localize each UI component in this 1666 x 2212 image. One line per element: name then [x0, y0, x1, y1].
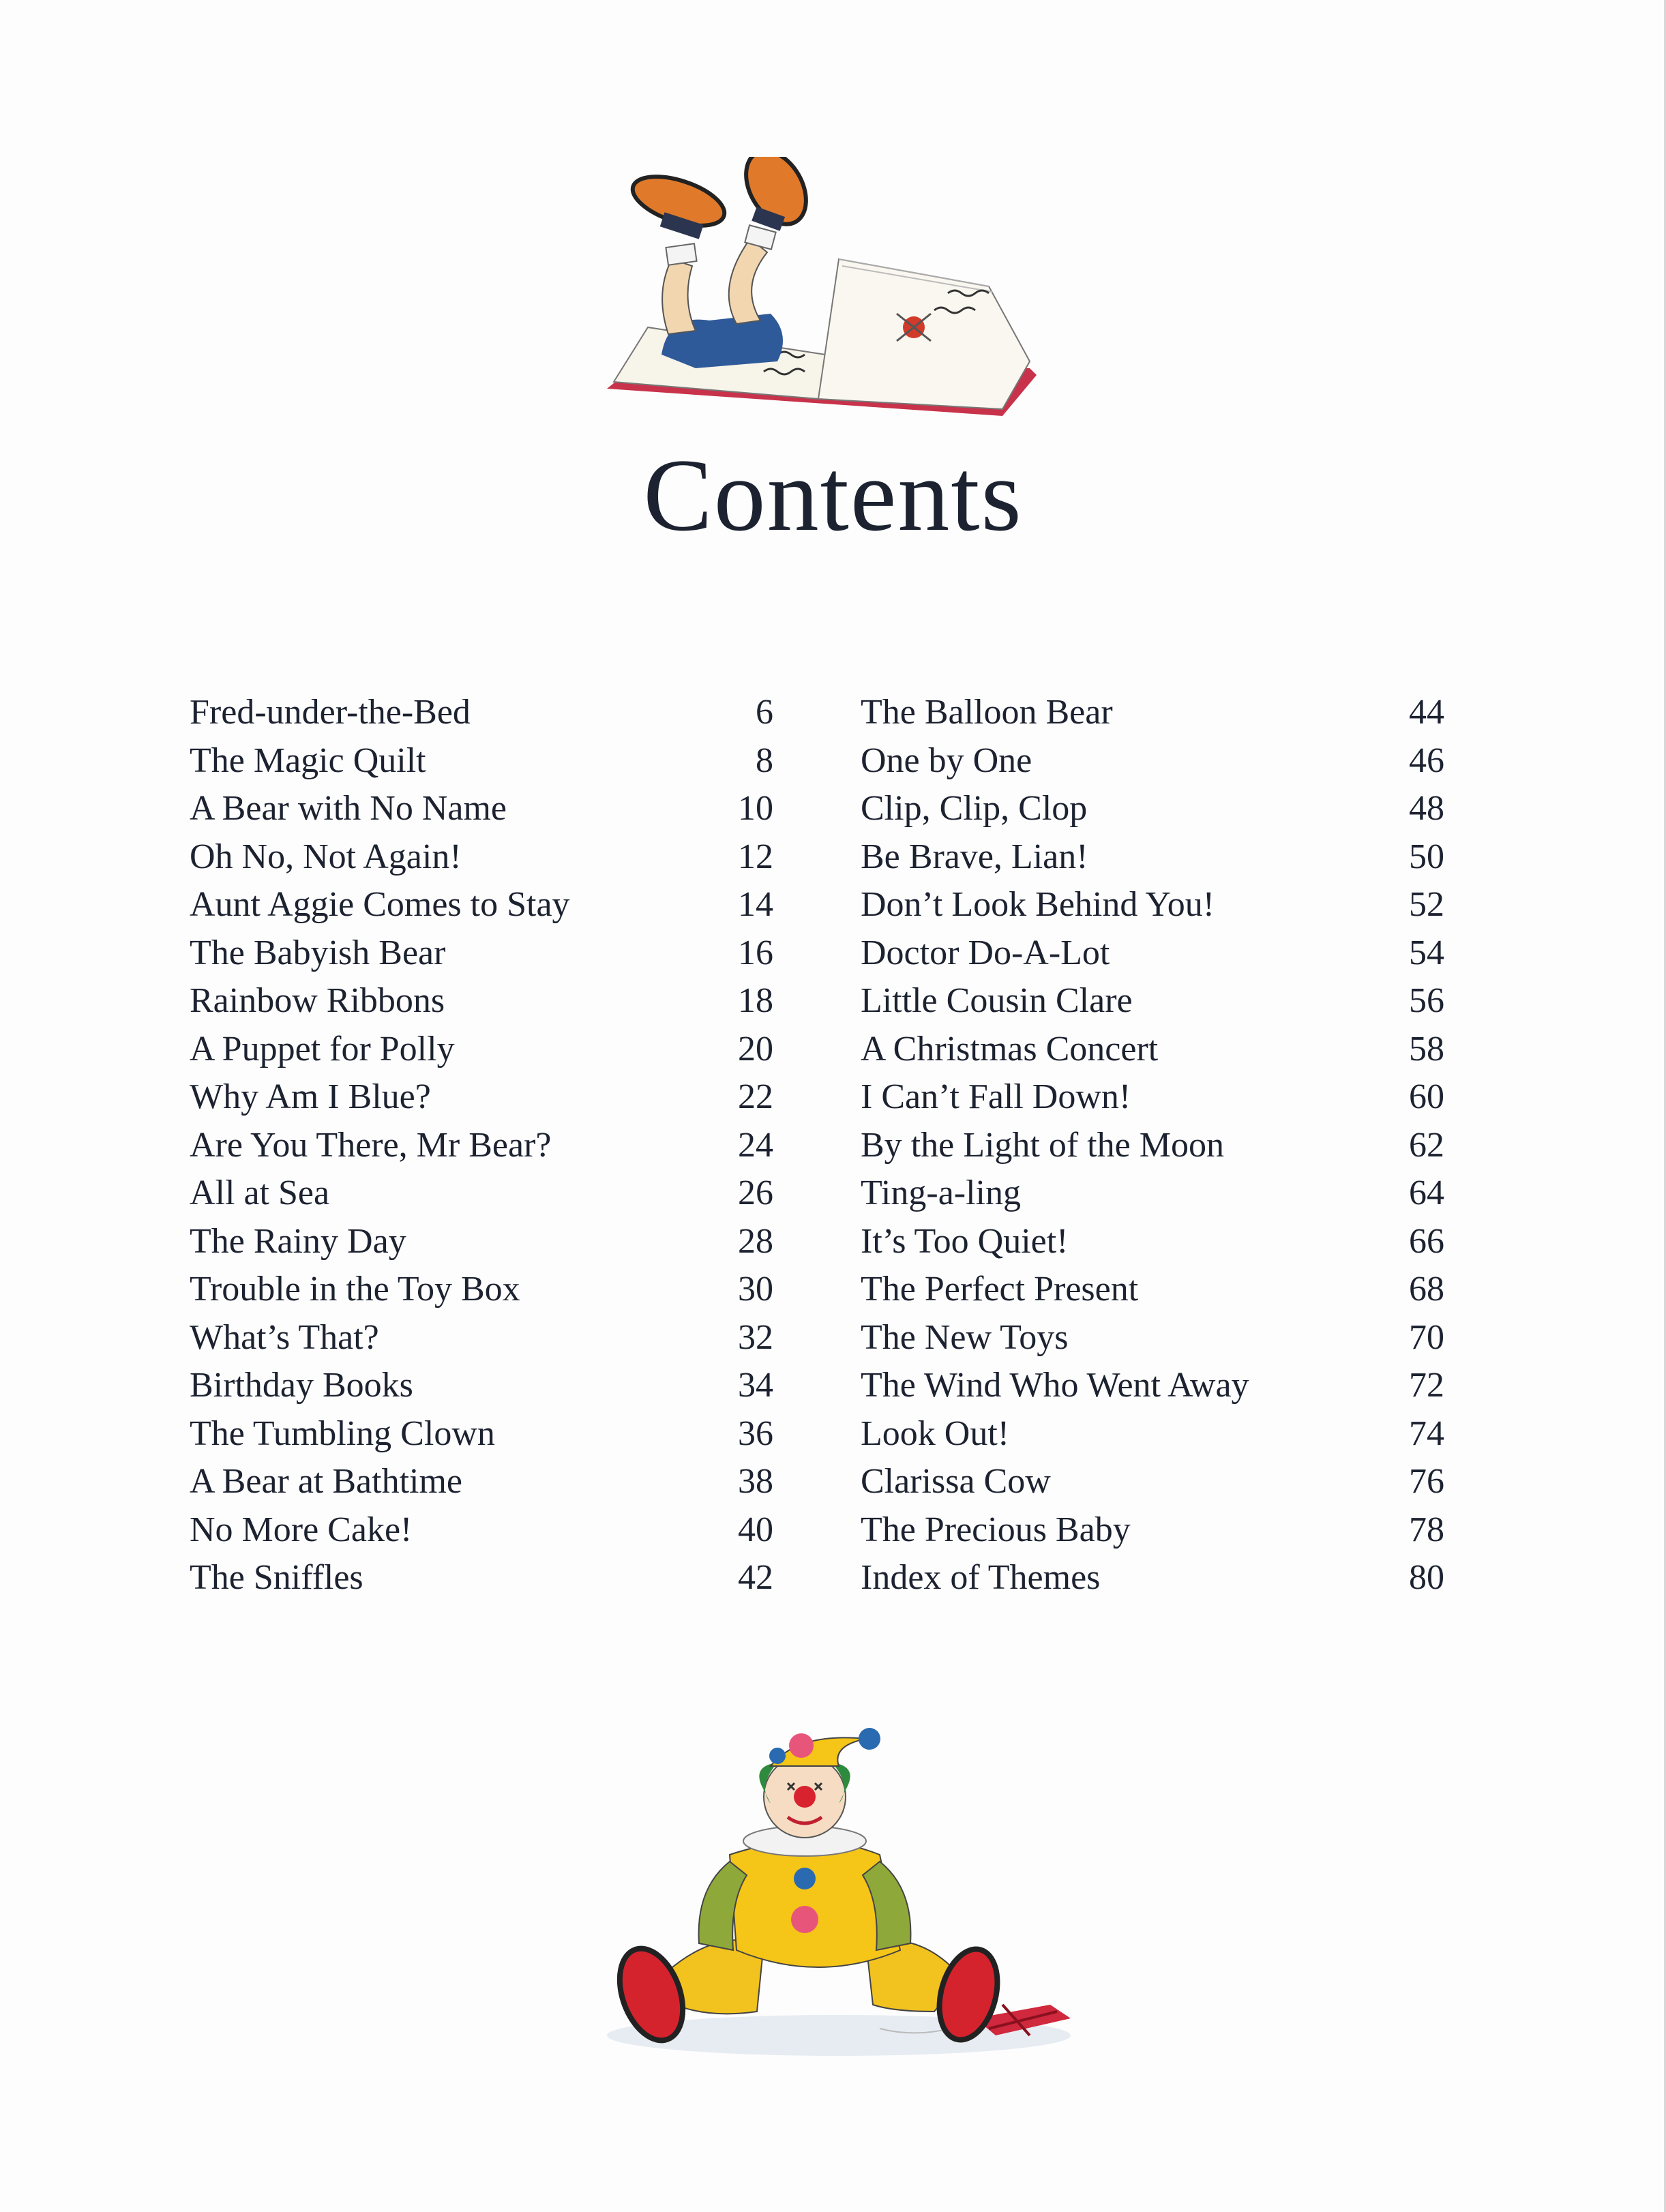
toc-entry-title: The New Toys [861, 1317, 1069, 1357]
toc-entry-title: Look Out! [861, 1414, 1010, 1453]
toc-entry-title: The Tumbling Clown [190, 1414, 495, 1453]
toc-entry-page: 72 [1409, 1366, 1444, 1405]
toc-entry-page: 8 [756, 741, 773, 780]
toc-entry-page: 30 [738, 1270, 773, 1309]
toc-entry-title: Don’t Look Behind You! [861, 885, 1215, 924]
toc-entry-title: The Balloon Bear [861, 693, 1113, 732]
toc-entry-page: 48 [1409, 789, 1444, 828]
toc-entry-title: One by One [861, 741, 1032, 780]
toc-entry-index-of-themes [861, 1554, 1444, 1602]
toc-entry-title: The Wind Who Went Away [861, 1366, 1249, 1405]
child-reading-book-illustration [593, 157, 1057, 443]
toc-entry-title: Fred-under-the-Bed [190, 693, 471, 732]
toc-entry-little-cousin-clare [861, 977, 1444, 1026]
toc-entry-page: 44 [1409, 693, 1444, 732]
toc-entry-aunt-aggie-comes-to-stay [190, 881, 773, 929]
toc-entry-title: The Sniffles [190, 1558, 363, 1597]
toc-entry-rainbow-ribbons [190, 977, 773, 1026]
toc-entry-title: No More Cake! [190, 1510, 413, 1549]
toc-entry-page: 60 [1409, 1077, 1444, 1116]
right-leg [729, 239, 767, 324]
toc-entry-title: Why Am I Blue? [190, 1077, 431, 1116]
toc-entry-the-magic-quilt [190, 737, 773, 786]
toc-entry-page: 38 [738, 1462, 773, 1501]
toc-entry-whats-that [190, 1314, 773, 1362]
toc-entry-title: All at Sea [190, 1174, 330, 1212]
toc-entry-title: The Magic Quilt [190, 741, 426, 780]
toc-entry-title: The Babyish Bear [190, 933, 446, 972]
toc-entry-title: Clarissa Cow [861, 1462, 1051, 1501]
toc-entry-ting-a-ling [861, 1169, 1444, 1218]
toc-entry-title: By the Light of the Moon [861, 1125, 1224, 1165]
toc-entry-page: 24 [738, 1125, 773, 1165]
toc-entry-title: The Precious Baby [861, 1510, 1131, 1549]
toc-entry-title: Birthday Books [190, 1366, 413, 1405]
toc-entry-page: 62 [1409, 1125, 1444, 1165]
toc-entry-page: 56 [1409, 981, 1444, 1020]
toc-entry-birthday-books [190, 1362, 773, 1410]
toc-entry-page: 64 [1409, 1174, 1444, 1212]
toc-entry-page: 46 [1409, 741, 1444, 780]
toc-entry-page: 50 [1409, 837, 1444, 876]
toc-entry-page: 76 [1409, 1462, 1444, 1501]
toc-entry-page: 10 [738, 789, 773, 828]
toc-entry-page: 74 [1409, 1414, 1444, 1453]
contents-column-right [861, 689, 1444, 1602]
toc-entry-one-by-one [861, 737, 1444, 786]
toc-entry-clip-clip-clop [861, 785, 1444, 833]
toc-entry-page: 42 [738, 1558, 773, 1597]
toc-entry-a-christmas-concert [861, 1026, 1444, 1074]
toc-entry-title: Aunt Aggie Comes to Stay [190, 885, 570, 924]
toc-entry-title: Are You There, Mr Bear? [190, 1125, 552, 1165]
toc-entry-the-new-toys [861, 1314, 1444, 1362]
toc-entry-page: 52 [1409, 885, 1444, 924]
toc-entry-be-brave-lian [861, 833, 1444, 882]
toc-entry-no-more-cake [190, 1506, 773, 1555]
toc-entry-a-puppet-for-polly [190, 1026, 773, 1074]
toc-entry-page: 70 [1409, 1317, 1444, 1357]
page-title: Contents [643, 438, 1023, 552]
toc-entry-the-sniffles [190, 1554, 773, 1602]
toc-entry-clarissa-cow [861, 1458, 1444, 1506]
toc-entry-title: What’s That? [190, 1317, 379, 1357]
toc-entry-page: 68 [1409, 1270, 1444, 1309]
toc-entry-the-tumbling-clown [190, 1410, 773, 1459]
toc-entry-page: 40 [738, 1510, 773, 1549]
toc-entry-page: 6 [756, 693, 773, 732]
toc-entry-title: I Can’t Fall Down! [861, 1077, 1131, 1116]
toc-entry-page: 18 [738, 981, 773, 1020]
toc-entry-page: 22 [738, 1077, 773, 1116]
toc-entry-page: 36 [738, 1414, 773, 1453]
toc-entry-title: Ting-a-ling [861, 1174, 1021, 1212]
toc-entry-title: A Bear at Bathtime [190, 1462, 463, 1501]
toc-entry-look-out [861, 1410, 1444, 1459]
toc-entry-page: 54 [1409, 933, 1444, 972]
toc-entry-title: Oh No, Not Again! [190, 837, 462, 876]
toc-entry-title: Index of Themes [861, 1558, 1101, 1597]
clown-hat [771, 1737, 866, 1766]
toc-entry-title: The Perfect Present [861, 1270, 1139, 1309]
toc-entry-title: A Christmas Concert [861, 1029, 1159, 1068]
toc-entry-a-bear-with-no-name [190, 785, 773, 833]
toc-entry-dont-look-behind-you [861, 881, 1444, 929]
toc-entry-title: Little Cousin Clare [861, 981, 1133, 1020]
toc-entry-page: 58 [1409, 1029, 1444, 1068]
toc-entry-page: 34 [738, 1366, 773, 1405]
toc-entry-page: 80 [1409, 1558, 1444, 1597]
toc-entry-i-cant-fall-down [861, 1073, 1444, 1122]
toc-entry-by-the-light-of-the-moon [861, 1122, 1444, 1170]
toc-entry-the-perfect-present [861, 1266, 1444, 1314]
toc-entry-title: A Bear with No Name [190, 789, 507, 828]
toc-entry-oh-no-not-again [190, 833, 773, 882]
toc-entry-the-babyish-bear [190, 929, 773, 978]
toc-entry-all-at-sea [190, 1169, 773, 1218]
book-pages-right [818, 259, 1030, 409]
toc-entry-page: 66 [1409, 1221, 1444, 1261]
toc-entry-trouble-in-the-toy-box [190, 1266, 773, 1314]
toc-entry-title: Trouble in the Toy Box [190, 1270, 520, 1309]
toc-entry-a-bear-at-bathtime [190, 1458, 773, 1506]
toc-entry-title: It’s Too Quiet! [861, 1221, 1069, 1261]
toc-entry-page: 14 [738, 885, 773, 924]
toc-entry-title: The Rainy Day [190, 1221, 406, 1261]
toc-entry-why-am-i-blue [190, 1073, 773, 1122]
toc-entry-title: Doctor Do-A-Lot [861, 933, 1110, 972]
toc-entry-page: 16 [738, 933, 773, 972]
toc-entry-page: 20 [738, 1029, 773, 1068]
toc-entry-its-too-quiet [861, 1218, 1444, 1266]
left-leg [662, 259, 696, 334]
toc-entry-are-you-there-mr-bear [190, 1122, 773, 1170]
toc-entry-the-precious-baby [861, 1506, 1444, 1555]
toc-entry-the-balloon-bear [861, 689, 1444, 737]
toc-entry-the-rainy-day [190, 1218, 773, 1266]
toc-entry-page: 28 [738, 1221, 773, 1261]
toc-entry-title: Be Brave, Lian! [861, 837, 1088, 876]
toc-entry-doctor-do-a-lot [861, 929, 1444, 978]
toc-entry-page: 12 [738, 837, 773, 876]
toc-entry-title: Clip, Clip, Clop [861, 789, 1088, 828]
toc-entry-page: 78 [1409, 1510, 1444, 1549]
toc-entry-fred-under-the-bed [190, 689, 773, 737]
toy-clown-illustration [580, 1725, 1112, 2066]
toc-entry-page: 32 [738, 1317, 773, 1357]
toc-entry-title: Rainbow Ribbons [190, 981, 445, 1020]
contents-column-left [190, 689, 773, 1602]
toc-entry-the-wind-who-went-away [861, 1362, 1444, 1410]
toc-entry-page: 26 [738, 1174, 773, 1212]
toc-entry-title: A Puppet for Polly [190, 1029, 455, 1068]
